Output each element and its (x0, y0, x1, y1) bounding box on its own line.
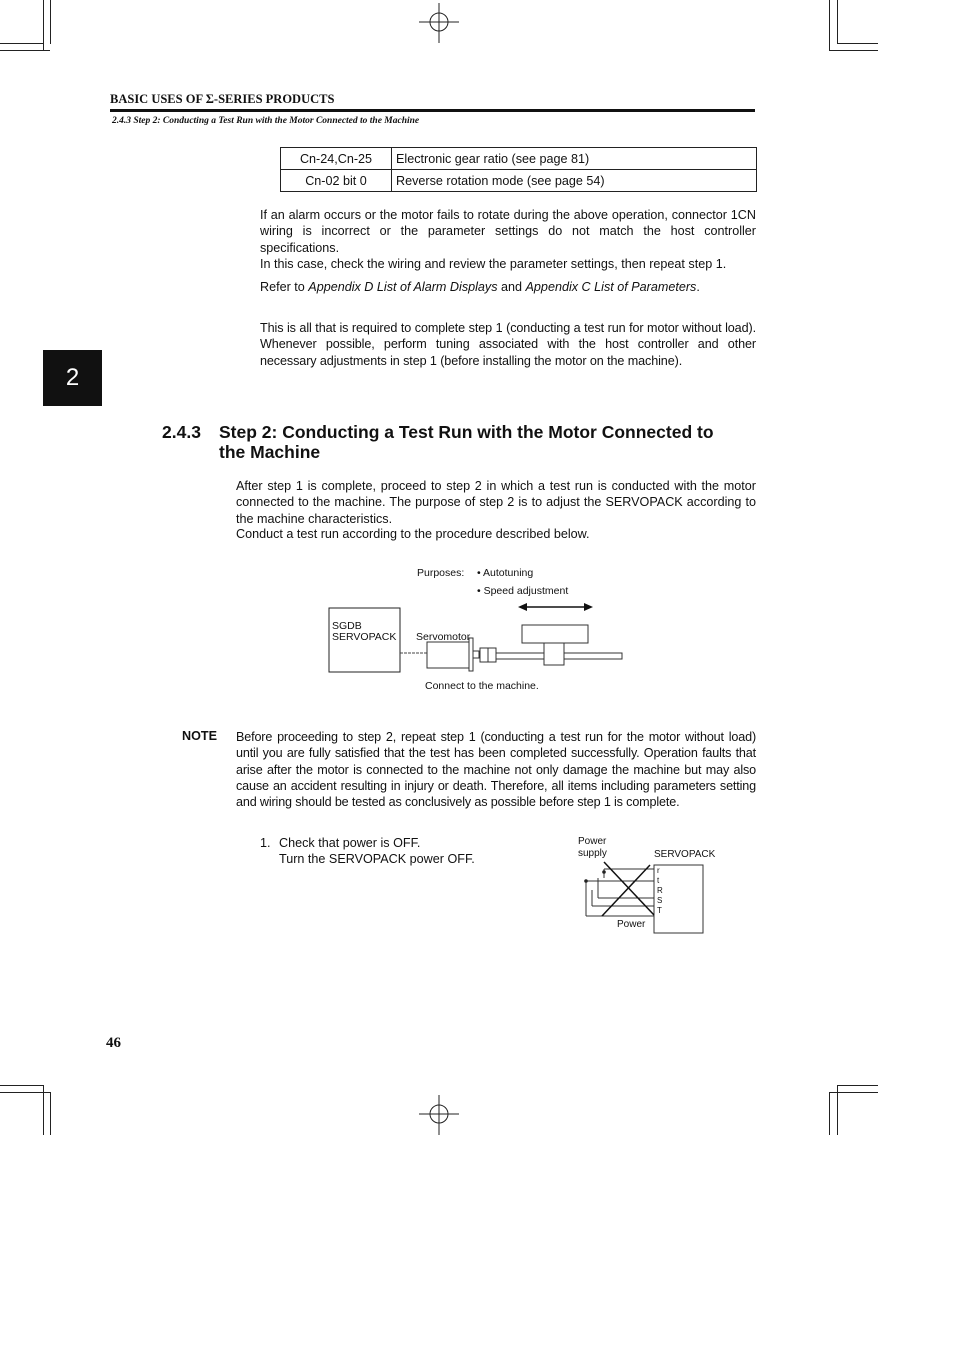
appendix-d-link: Appendix D List of Alarm Displays (308, 280, 498, 294)
power-supply-label-1: Power (578, 836, 607, 847)
appendix-c-link: Appendix C List of Parameters (525, 280, 697, 294)
servopack-label-1: SGDB (332, 620, 362, 632)
section-heading-line1: Step 2: Conducting a Test Run with the Motor Connected to (219, 422, 714, 442)
intro-paragraph: After step 1 is complete, proceed to step 2 in which a test run is conducted with the motor connected to the machine. The purpose of step 2 is to adjust the SERVOPACK according to the machine characteristics. (236, 479, 756, 526)
header-rule (110, 109, 755, 112)
step1-line1: Check that power is OFF. (279, 836, 421, 850)
terminal-S: S (657, 896, 663, 905)
refer-mid: and (497, 280, 526, 294)
terminal-t-lower: t (657, 876, 660, 885)
power-off-cross (604, 862, 654, 915)
registration-mark-bottom (419, 1095, 459, 1135)
summary-paragraph: This is all that is required to complete step 1 (conducting a test run for motor without load). Whenever possible, perform tuning associated with the host controller and other necessary adjustments in step 1 (before installing the motor on the machine). (260, 321, 756, 368)
terminal-r-lower: r (657, 866, 660, 875)
terminal-T: T (657, 906, 662, 915)
refer-line (260, 279, 756, 295)
step1-number: 1. (260, 836, 271, 850)
purpose-speed-adjustment: • Speed adjustment (477, 585, 569, 597)
servopack-label: SERVOPACK (654, 849, 716, 860)
power-supply-label-2: supply (578, 848, 607, 859)
terminal-R: R (657, 886, 663, 895)
step1-line2: Turn the SERVOPACK power OFF. (279, 852, 475, 866)
purposes-label: Purposes: (417, 567, 465, 579)
note-label: NOTE (182, 729, 217, 743)
registration-mark-top (419, 3, 459, 43)
power-label: Power (617, 919, 646, 930)
servomotor-label: Servomotor (416, 631, 471, 643)
page-number: 46 (106, 1035, 121, 1051)
machine-table (522, 625, 588, 643)
connect-label: Connect to the machine. (425, 680, 539, 692)
purpose-autotuning: • Autotuning (477, 567, 534, 579)
chapter-tab: 2 (43, 350, 102, 406)
servomotor-body (427, 642, 469, 668)
section-number: 2.4.3 (162, 422, 201, 442)
refer-prefix: Refer to (260, 280, 309, 294)
refer-suffix: . (696, 280, 700, 294)
nut-block (544, 643, 564, 665)
section-heading-line2: the Machine (219, 442, 321, 462)
table-row (281, 148, 757, 170)
alarm-paragraph: If an alarm occurs or the motor fails to rotate during the above operation, connector 1CN wiring is incorrect or the parameter settings do not match the host controller specifications. (260, 208, 756, 255)
table-cell-code: Cn-02 bit 0 (281, 170, 392, 192)
servopack-label-2: SERVOPACK (332, 631, 397, 643)
check-wiring-paragraph: In this case, check the wiring and review the parameter settings, then repeat step 1. (260, 257, 727, 271)
parameters-table (280, 147, 757, 192)
table-cell-description: Electronic gear ratio (see page 81) (392, 148, 757, 170)
intro-paragraph-2: Conduct a test run according to the procedure described below. (236, 527, 590, 541)
section-title: BASIC USES OF Σ-SERIES PRODUCTS (110, 92, 335, 106)
note-text: Before proceeding to step 2, repeat step 1 (conducting a test run for the motor without load) until you are fully satisfied that the test has been completed successfully. Operation faults that arise after the motor is connected to the machine not only damage the machine but may also cause an accident resulting in injury or death. Therefore, all items including parameters setting and wiring should be tested as conclusively as possible before step 1 is complete. (236, 730, 756, 810)
table-cell-code: Cn-24,Cn-25 (281, 148, 392, 170)
table-cell-description: Reverse rotation mode (see page 54) (392, 170, 757, 192)
header-subheading: 2.4.3 Step 2: Conducting a Test Run with the Motor Connected to the Machine (112, 116, 420, 126)
table-row (281, 170, 757, 192)
